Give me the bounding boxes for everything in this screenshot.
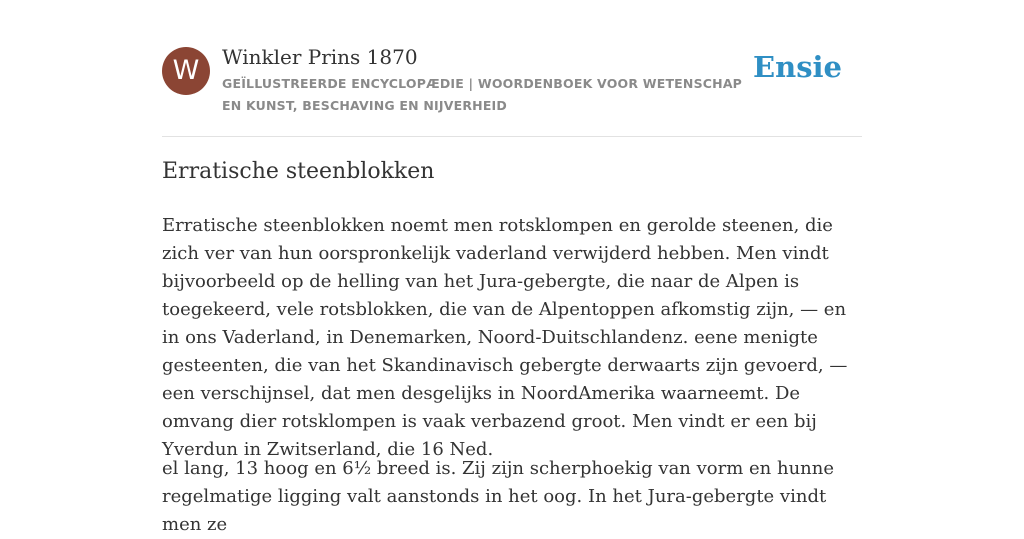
source-title[interactable]: Winkler Prins 1870 bbox=[222, 45, 418, 69]
entry-paragraph-2: el lang, 13 hoog en 6½ breed is. Zij zijn scherphoekig van vorm en hunne regelmatige ligging valt aanstonds in het oog. In het Jura-gebergte vindt men ze bbox=[162, 458, 835, 535]
ensie-logo-link[interactable]: Ensie bbox=[753, 50, 842, 84]
page bbox=[162, 0, 862, 535]
source-subtitle: GEÏLLUSTREERDE ENCYCLOPÆDIE | WOORDENBOEK VOOR WETENSCHAP EN KUNST, BESCHAVING EN NIJVERHEID bbox=[222, 76, 743, 113]
source-avatar[interactable]: W bbox=[162, 47, 210, 95]
source-header bbox=[162, 0, 862, 137]
entry-paragraph-1: Erratische steenblokken noemt men rotsklompen en gerolde steenen, die zich ver van hun oorspronkelijk vaderland verwijderd hebben. Men vindt bijvoorbeeld op de helling van het Jura-gebergte, die naar de Alpen is toegekeerd, vele rotsblokken, die van de Alpentoppen afkomstig zijn, — en in ons Vaderland, in Denemarken, Noord-Duitschlandenz. eene menigte gesteenten, die van het Skandinavisch gebergte derwaarts zijn gevoerd, — een verschijnsel, dat men desgelijks in NoordAmerika waarneemt. De omvang dier rotsklompen is vaak verbazend groot. Men vindt er een bij Yverdun in Zwitserland, die 16 Ned. bbox=[162, 215, 848, 460]
entry-title: Erratische steenblokken bbox=[162, 159, 435, 184]
